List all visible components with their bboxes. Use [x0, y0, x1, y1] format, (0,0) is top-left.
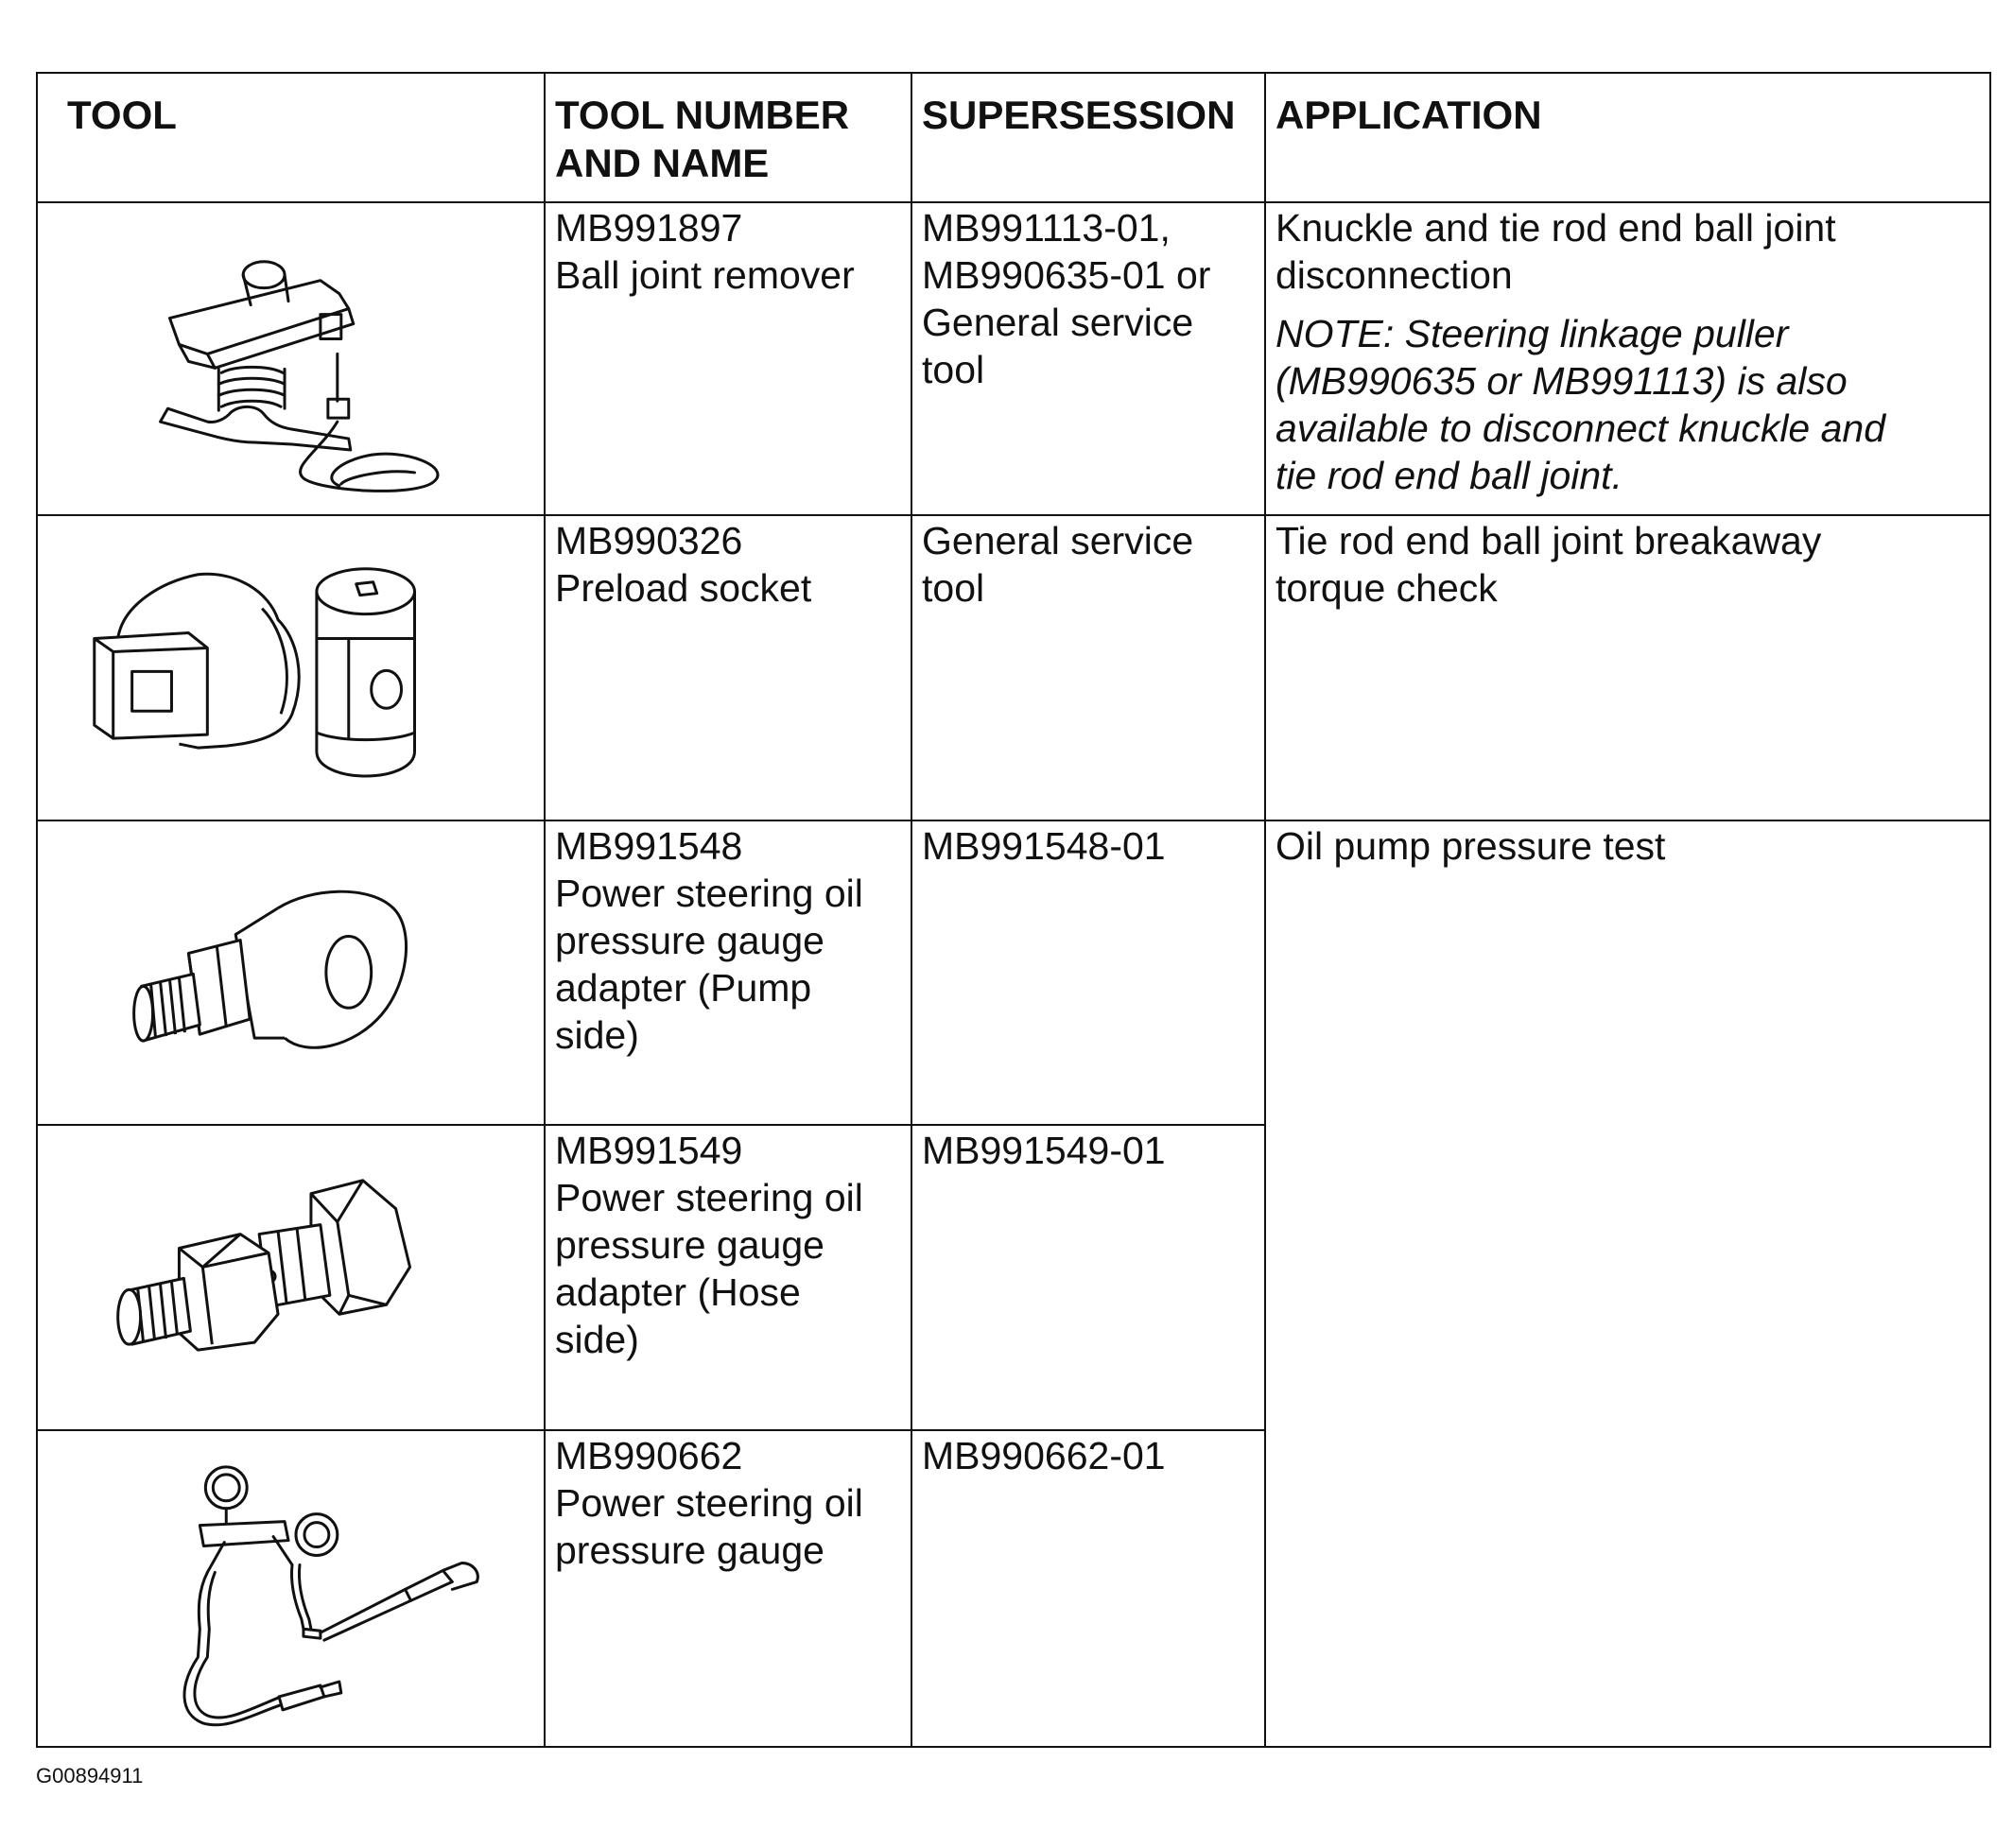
application-line: torque check [1275, 565, 1498, 610]
supersession-line: General service [922, 301, 1194, 344]
pressure-gauge-icon [38, 1431, 544, 1746]
tool-name-line: side) [555, 1318, 639, 1362]
tool-name: Ball joint remover [555, 253, 855, 297]
tool-name: Preload socket [555, 565, 812, 610]
application-cell [1265, 515, 1990, 820]
tool-image-cell [37, 820, 545, 1126]
tool-number-name-cell [545, 202, 911, 515]
tool-name-line: pressure gauge [555, 918, 824, 962]
header-supersession: SUPERSESSION [911, 73, 1265, 202]
application-line: disconnection [1275, 253, 1513, 297]
supersession-line: tool [922, 348, 985, 391]
supersession-cell [911, 1430, 1265, 1747]
supersession-cell [911, 202, 1265, 515]
supersession-line: MB991548-01 [922, 823, 1166, 868]
table-row [37, 820, 1990, 1126]
tool-name-line: Power steering oil [555, 1481, 863, 1526]
application-line: Knuckle and tie rod end ball joint [1275, 206, 1836, 250]
supersession-cell [911, 515, 1265, 820]
tool-name-line: pressure gauge [555, 1223, 824, 1268]
tool-number: MB991897 [555, 206, 743, 250]
supersession-line: MB991113-01, [922, 206, 1171, 250]
supersession-line: General service [922, 518, 1194, 562]
application-cell [1265, 820, 1990, 1747]
figure-code: G00894911 [36, 1764, 144, 1788]
special-tools-table [36, 72, 1991, 1748]
supersession-cell [911, 820, 1265, 1126]
tool-image-cell [37, 1430, 545, 1747]
application-note [1275, 310, 1980, 499]
header-tool-number-name: TOOL NUMBER AND NAME [545, 73, 911, 202]
tool-image-cell [37, 515, 545, 820]
header-row [37, 73, 1990, 202]
application-cell [1265, 202, 1990, 515]
tool-name-line: pressure gauge [555, 1528, 824, 1573]
header-tool: TOOL [37, 73, 545, 202]
supersession-line: MB990635-01 or [922, 253, 1211, 297]
header-application: APPLICATION [1265, 73, 1990, 202]
tool-number-name-cell [545, 1125, 911, 1430]
ball-joint-remover-icon [38, 203, 544, 514]
table-row [37, 202, 1990, 515]
supersession-line: MB990662-01 [922, 1434, 1166, 1478]
table-row [37, 515, 1990, 820]
note-line: tie rod end ball joint. [1275, 454, 1623, 497]
tool-name-line: side) [555, 1012, 639, 1057]
supersession-line: tool [922, 565, 985, 610]
note-line: NOTE: Steering linkage puller [1275, 312, 1789, 355]
application-line: Tie rod end ball joint breakaway [1275, 518, 1822, 562]
tool-number-name-cell [545, 820, 911, 1126]
tool-number: MB991549 [555, 1129, 743, 1173]
preload-socket-icon [38, 516, 544, 820]
tool-number-name-cell [545, 515, 911, 820]
tool-name-line: adapter (Hose [555, 1270, 801, 1315]
note-line: (MB990635 or MB991113) is also [1275, 359, 1848, 403]
pressure-gauge-adapter-hose-side-icon [38, 1126, 544, 1429]
tool-number: MB991548 [555, 823, 743, 868]
supersession-cell [911, 1125, 1265, 1430]
tool-number: MB990326 [555, 518, 743, 562]
tool-number: MB990662 [555, 1434, 743, 1478]
application-line: Oil pump pressure test [1275, 823, 1666, 868]
note-line: available to disconnect knuckle and [1275, 406, 1886, 450]
tool-name-line: Power steering oil [555, 1176, 863, 1220]
supersession-line: MB991549-01 [922, 1129, 1166, 1173]
tool-name-line: adapter (Pump [555, 965, 812, 1010]
tool-image-cell [37, 1125, 545, 1430]
tool-name-line: Power steering oil [555, 871, 863, 915]
tool-number-name-cell [545, 1430, 911, 1747]
tool-image-cell [37, 202, 545, 515]
pressure-gauge-adapter-pump-side-icon [38, 821, 544, 1125]
